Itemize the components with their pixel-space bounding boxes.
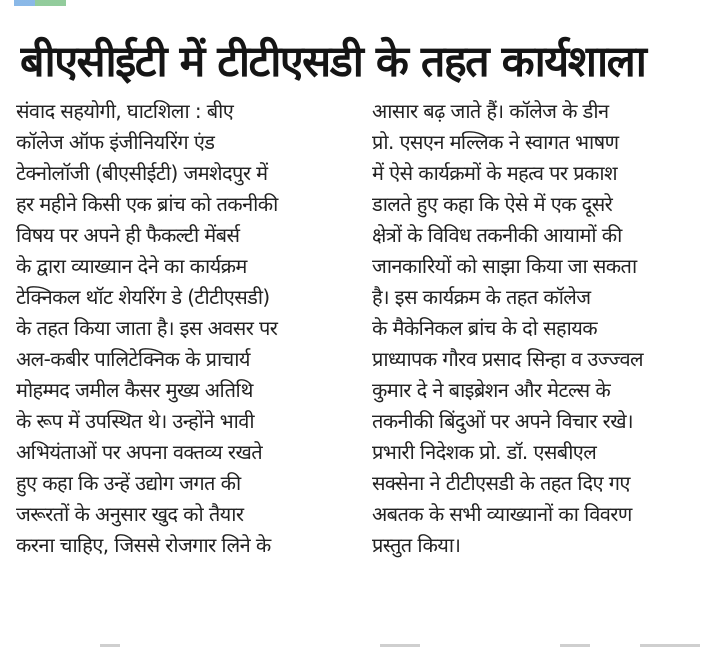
text-line: के मैकेनिकल ब्रांच के दो सहायक	[372, 316, 598, 340]
article-column-left	[16, 96, 352, 561]
text-line: अभियंताओं पर अपना वक्तव्य रखते	[16, 440, 263, 464]
text-line: है। इस कार्यक्रम के तहत कॉलेज	[372, 285, 591, 309]
text-line: टेक्निकल थॉट शेयरिंग डे (टीटीएसडी)	[16, 285, 270, 309]
newspaper-logo-icon	[14, 0, 66, 6]
text-line: जरूरतों के अनुसार खुद को तैयार	[16, 502, 244, 526]
text-line: प्रभारी निदेशक प्रो. डॉ. एसबीएल	[372, 440, 597, 464]
text-line: क्षेत्रों के विविध तकनीकी आयामों की	[372, 223, 622, 247]
text-line: के द्वारा व्याख्यान देने का कार्यक्रम	[16, 254, 247, 278]
text-line: डालते हुए कहा कि ऐसे में एक दूसरे	[372, 192, 613, 216]
text-line: विषय पर अपने ही फैकल्टी मेंबर्स	[16, 223, 240, 247]
text-line: प्रस्तुत किया।	[372, 533, 461, 557]
text-line: प्रो. एसएन मल्लिक ने स्वागत भाषण	[372, 130, 619, 154]
text-line: कुमार दे ने बाइब्रेशन और मेटल्स के	[372, 378, 611, 402]
next-article-edge	[0, 636, 720, 649]
text-line: अल-कबीर पालिटेक्निक के प्राचार्य	[16, 347, 250, 371]
text-line: संवाद सहयोगी, घाटशिला : बीए	[16, 99, 234, 123]
text-line: सक्सेना ने टीटीएसडी के तहत दिए गए	[372, 471, 630, 495]
text-line: तकनीकी बिंदुओं पर अपने विचार रखे।	[372, 409, 633, 433]
text-line: टेक्नोलॉजी (बीएसीईटी) जमशेदपुर में	[16, 161, 268, 185]
text-line: मोहम्मद जमील कैसर मुख्य अतिथि	[16, 378, 253, 402]
text-line: करना चाहिए, जिससे रोजगार लिने के	[16, 533, 271, 557]
text-line: में ऐसे कार्यक्रमों के महत्व पर प्रकाश	[372, 161, 617, 185]
article-headline: बीएसीईटी में टीटीएसडी के तहत कार्यशाला	[20, 37, 646, 87]
text-line: प्राध्यापक गौरव प्रसाद सिन्हा व उज्ज्वल	[372, 347, 643, 371]
text-line: हर महीने किसी एक ब्रांच को तकनीकी	[16, 192, 278, 216]
text-line: जानकारियों को साझा किया जा सकता	[372, 254, 637, 278]
text-line: के रूप में उपस्थित थे। उन्होंने भावी	[16, 409, 254, 433]
text-line: अबतक के सभी व्याख्यानों का विवरण	[372, 502, 632, 526]
text-line: आसार बढ़ जाते हैं। कॉलेज के डीन	[372, 99, 609, 123]
text-line: कॉलेज ऑफ इंजीनियरिंग एंड	[16, 130, 215, 154]
text-line: के तहत किया जाता है। इस अवसर पर	[16, 316, 278, 340]
text-line: हुए कहा कि उन्हें उद्योग जगत की	[16, 471, 241, 495]
article-column-right	[372, 96, 708, 561]
